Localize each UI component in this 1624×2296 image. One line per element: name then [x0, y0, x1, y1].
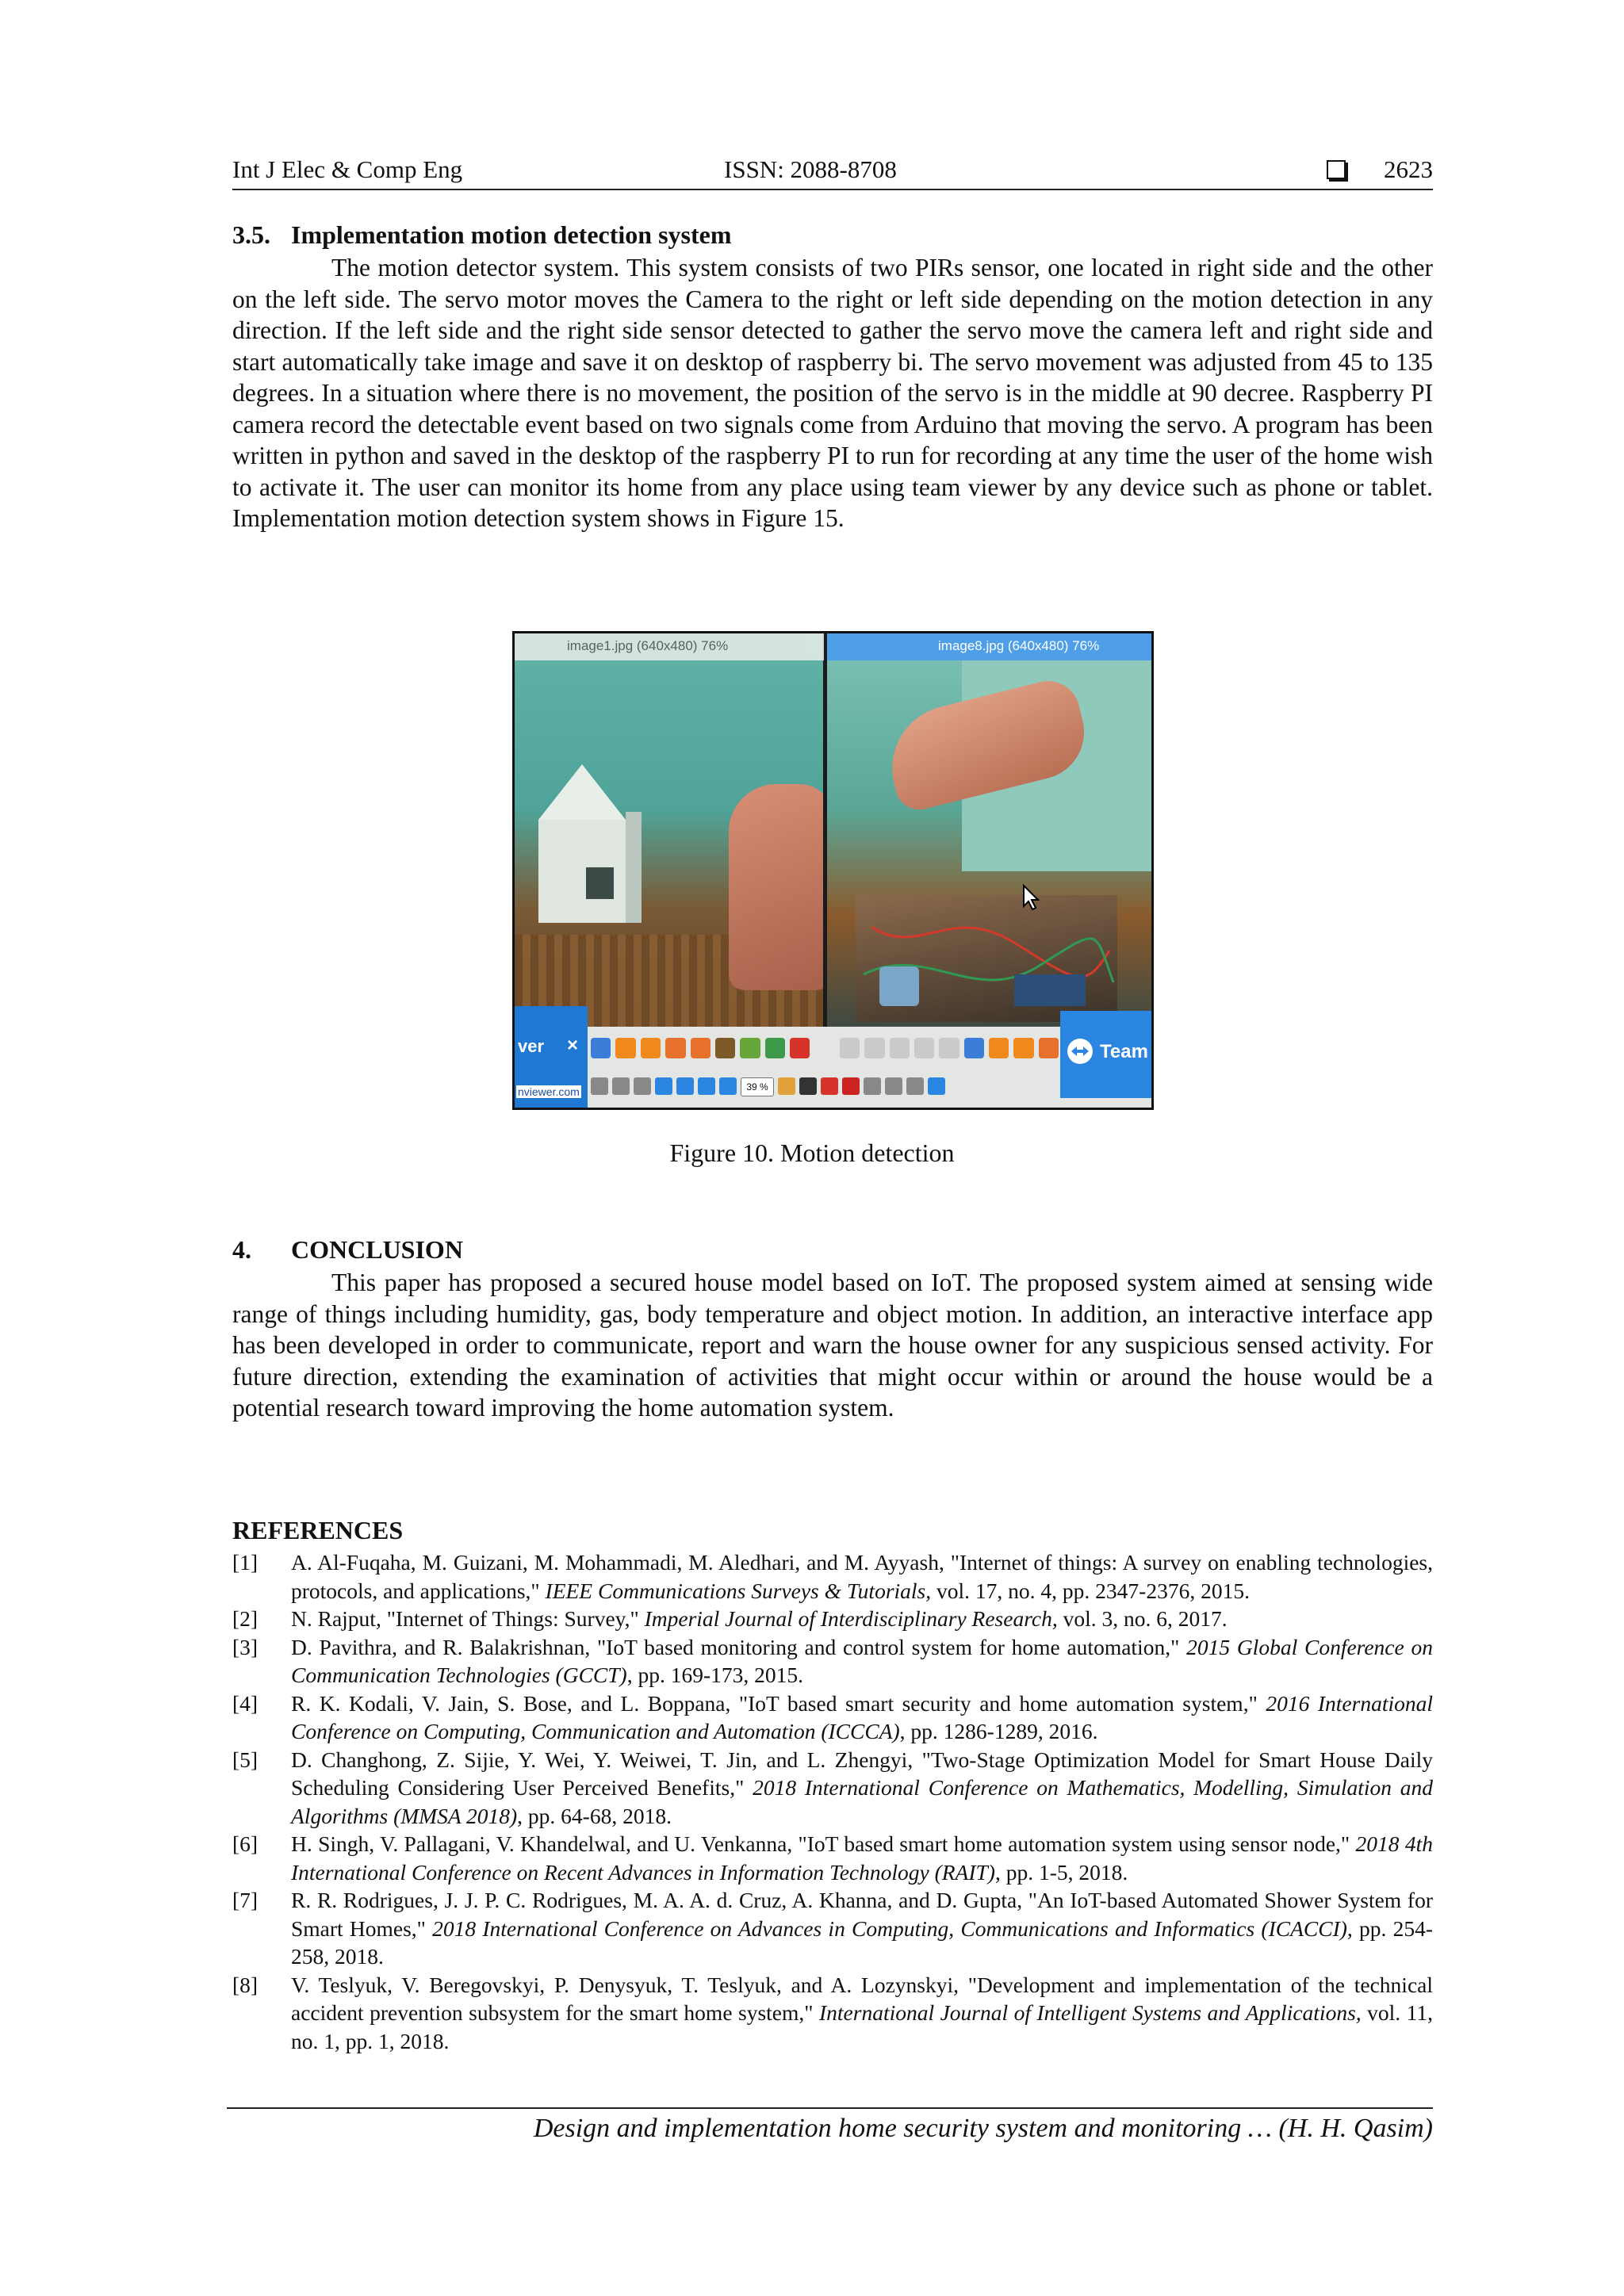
reference-number: [7]	[232, 1888, 259, 1912]
rotate-icon	[641, 1038, 661, 1058]
rotate-icon	[1013, 1038, 1033, 1058]
house-model	[538, 764, 642, 923]
reference-item	[232, 1689, 1433, 1746]
volume-icon	[719, 1077, 737, 1095]
reference-authors-title: D. Changhong, Z. Sijie, Y. Wei, Y. Weiwei, T. Jin, and L. Zhengyi, "Two-Stage Optimization Model for Smart House Daily Scheduling Considering User Perceived Benefits,"	[291, 1747, 1433, 1800]
raspberry-icon	[821, 1077, 838, 1095]
teamviewer-icon	[928, 1077, 945, 1095]
left-image-title: image1.jpg (640x480) 76%	[567, 638, 729, 653]
reference-item	[232, 1830, 1433, 1886]
teamviewer-logo-icon	[1067, 1038, 1094, 1065]
reference-details: vol. 17, no. 4, pp. 2347-2376, 2015.	[931, 1578, 1250, 1603]
footer-rule	[227, 2107, 1433, 2109]
toolbar-icons	[591, 1038, 1059, 1066]
references-heading: REFERENCES	[232, 1516, 404, 1544]
save-icon	[765, 1038, 785, 1058]
wifi-icon	[698, 1077, 715, 1095]
reference-details: , pp. 254-258, 2018.	[291, 1915, 1433, 1969]
conclusion-paragraph: This paper has proposed a secured house model based on IoT. The proposed system aimed at sensing wide range of things including humidity, gas, body temperature and object motion. In addition, an interactive interface app has been developed in order to communicate, report and warn the house owner for any suspicious sensed activity. For future direction, extending the examination of activities that might occur within or around the house would be a potential research toward improving the home automation system.	[232, 1269, 1433, 1422]
folder-icon	[778, 1077, 795, 1095]
reference-item	[232, 1746, 1433, 1831]
reference-authors-title: R. K. Kodali, V. Jain, S. Bose, and L. Boppana, "IoT based smart security and home automation system,"	[291, 1690, 1266, 1716]
save-icon	[740, 1038, 760, 1058]
reference-venue: Imperial Journal of Interdisciplinary Research,	[644, 1606, 1058, 1631]
reference-authors-title: N. Rajput, "Internet of Things: Survey,"	[291, 1606, 645, 1631]
close-icon	[790, 1038, 810, 1058]
reference-item	[232, 1605, 1433, 1633]
reference-venue: 2018 International Conference on Advances in Computing, Communications and Informatics (ICACCI)	[432, 1915, 1347, 1941]
reference-venue: 2015 Global Conference on Communication Technologies (GCCT)	[291, 1634, 1433, 1687]
reference-item	[232, 1633, 1433, 1689]
hand-left	[729, 784, 832, 990]
zoom-icon	[914, 1038, 934, 1058]
reference-venue: IEEE Communications Surveys & Tutorials,	[545, 1578, 932, 1603]
teamviewer-panel-left	[515, 1006, 588, 1108]
teamviewer-url: nviewer.com	[518, 1085, 580, 1098]
reference-authors-title: V. Teslyuk, V. Beregovskyi, P. Denysyuk, T. Teslyuk, and A. Lozynskyi, "Development and implementation of the technical accident prevention subsystem for the smart home system,"	[291, 1972, 1433, 2025]
section-title: CONCLUSION	[291, 1235, 463, 1264]
terminal-icon	[799, 1077, 817, 1095]
play-icon	[840, 1038, 860, 1058]
reference-item	[232, 1886, 1433, 1971]
bluetooth-icon	[676, 1077, 694, 1095]
zoom-icon	[864, 1038, 884, 1058]
app-icon	[842, 1077, 860, 1095]
flip-icon	[691, 1038, 710, 1058]
reference-venue: 2018 4th International Conference on Recent Advances in Information Technology (RAIT)	[291, 1831, 1433, 1885]
section-3-5-paragraph: The motion detector system. This system consists of two PIRs sensor, one located in right side and the other on the left side. The servo motor moves the Camera to the right or left side depending on the motion detection in any direction. If the left side and the right side sensor detected to gather the servo move the camera left and right side and start automatically take image and save it on desktop of raspberry bi. The servo movement was adjusted from 45 to 135 degrees. In a situation where there is no movement, the position of the servo is in the middle at 90 decree. Raspberry PI camera record the detectable event based on two signals come from Arduino that moving the servo. A program has been written in python and saved in the desktop of the raspberry PI to run for recording at any time the user of the home wish to activate it. The user can monitor its home from any place using team viewer by any device such as phone or tablet. Implementation motion detection system shows in Figure 15.	[232, 254, 1433, 532]
rotate-icon	[989, 1038, 1009, 1058]
section-number: 4.	[232, 1235, 251, 1264]
section-heading-4	[232, 1235, 463, 1265]
teamviewer-panel-right	[1060, 1011, 1151, 1098]
reference-item	[232, 1548, 1433, 1605]
running-footer: Design and implementation home security system and monitoring … (H. H. Qasim)	[533, 2114, 1433, 2143]
move-icon	[964, 1038, 984, 1058]
zoom-icon	[890, 1038, 910, 1058]
box-icon	[1327, 160, 1346, 179]
reference-details: , pp. 1-5, 2018.	[994, 1859, 1128, 1885]
flip-icon	[1039, 1038, 1059, 1058]
reference-venue: 2016 International Conference on Computing, Communication and Automation (ICCCA)	[291, 1690, 1433, 1743]
journal-name: Int J Elec & Comp Eng	[232, 155, 463, 183]
reference-item	[232, 1971, 1433, 2056]
battery-indicator: 39 %	[741, 1077, 774, 1096]
move-icon	[591, 1038, 611, 1058]
circuit-board	[856, 895, 1117, 1022]
left-camera-image	[515, 633, 824, 1027]
reference-details: , pp. 1286-1289, 2016.	[899, 1719, 1098, 1743]
reference-details: vol. 3, no. 6, 2017.	[1057, 1606, 1228, 1631]
reference-number: [5]	[232, 1747, 259, 1772]
reference-venue: 2018 International Conference on Mathematics, Modelling, Simulation and Algorithms (MMSA 2018)	[291, 1775, 1433, 1828]
reference-details: , pp. 169-173, 2015.	[626, 1663, 804, 1687]
reference-authors-title: D. Pavithra, and R. Balakrishnan, "IoT based monitoring and control system for home automation,"	[291, 1634, 1187, 1659]
mouse-cursor-icon	[1022, 884, 1040, 911]
reference-number: [8]	[232, 1972, 259, 1997]
running-header	[232, 155, 1433, 189]
teamviewer-icon	[655, 1077, 672, 1095]
right-image-titlebar	[827, 633, 1151, 660]
reference-details: , pp. 64-68, 2018.	[517, 1803, 672, 1828]
reference-number: [3]	[232, 1634, 259, 1659]
left-image-titlebar	[515, 633, 824, 660]
reference-number: [1]	[232, 1550, 259, 1575]
reference-details: vol. 11, no. 1, pp. 1, 2018.	[291, 2000, 1433, 2053]
figure-caption: Figure 10. Motion detection	[669, 1138, 955, 1167]
page-number: 2623	[1384, 155, 1433, 183]
teamviewer-label: Team	[1100, 1041, 1148, 1062]
right-image-title: image8.jpg (640x480) 76%	[938, 638, 1100, 653]
folder-icon	[715, 1038, 735, 1058]
zoom-icon	[939, 1038, 959, 1058]
reference-list	[232, 1548, 1433, 2055]
reference-number: [2]	[232, 1606, 259, 1631]
flip-icon	[665, 1038, 685, 1058]
reference-number: [4]	[232, 1690, 259, 1716]
system-tray	[591, 1077, 1059, 1100]
reference-venue: International Journal of Intelligent Systems and Applications,	[818, 2000, 1362, 2025]
figure-motion-detection	[512, 631, 1154, 1110]
section-heading-3-5	[232, 220, 731, 250]
section-title: Implementation motion detection system	[291, 220, 732, 249]
header-rule	[232, 189, 1433, 190]
issn: ISSN: 2088-8708	[724, 155, 897, 183]
reference-authors-title: R. R. Rodrigues, J. J. P. C. Rodrigues, M. A. A. d. Cruz, A. Khanna, and D. Gupta, "An IoT-based Automated Shower System for Smart Homes,"	[291, 1888, 1433, 1941]
rotate-icon	[615, 1038, 635, 1058]
close-icon: ×	[567, 1035, 579, 1056]
reference-authors-title: H. Singh, V. Pallagani, V. Khandelwal, and U. Venkanna, "IoT based smart home automation system using sensor node,"	[291, 1831, 1356, 1856]
teamviewer-label: ver	[518, 1036, 545, 1056]
section-number: 3.5.	[232, 220, 270, 249]
reference-number: [6]	[232, 1831, 259, 1856]
reference-authors-title: A. Al-Fuqaha, M. Guizani, M. Mohammadi, M. Aledhari, and M. Ayyash, "Internet of things: A survey on enabling technologies, protocols, and applications,"	[291, 1550, 1433, 1603]
